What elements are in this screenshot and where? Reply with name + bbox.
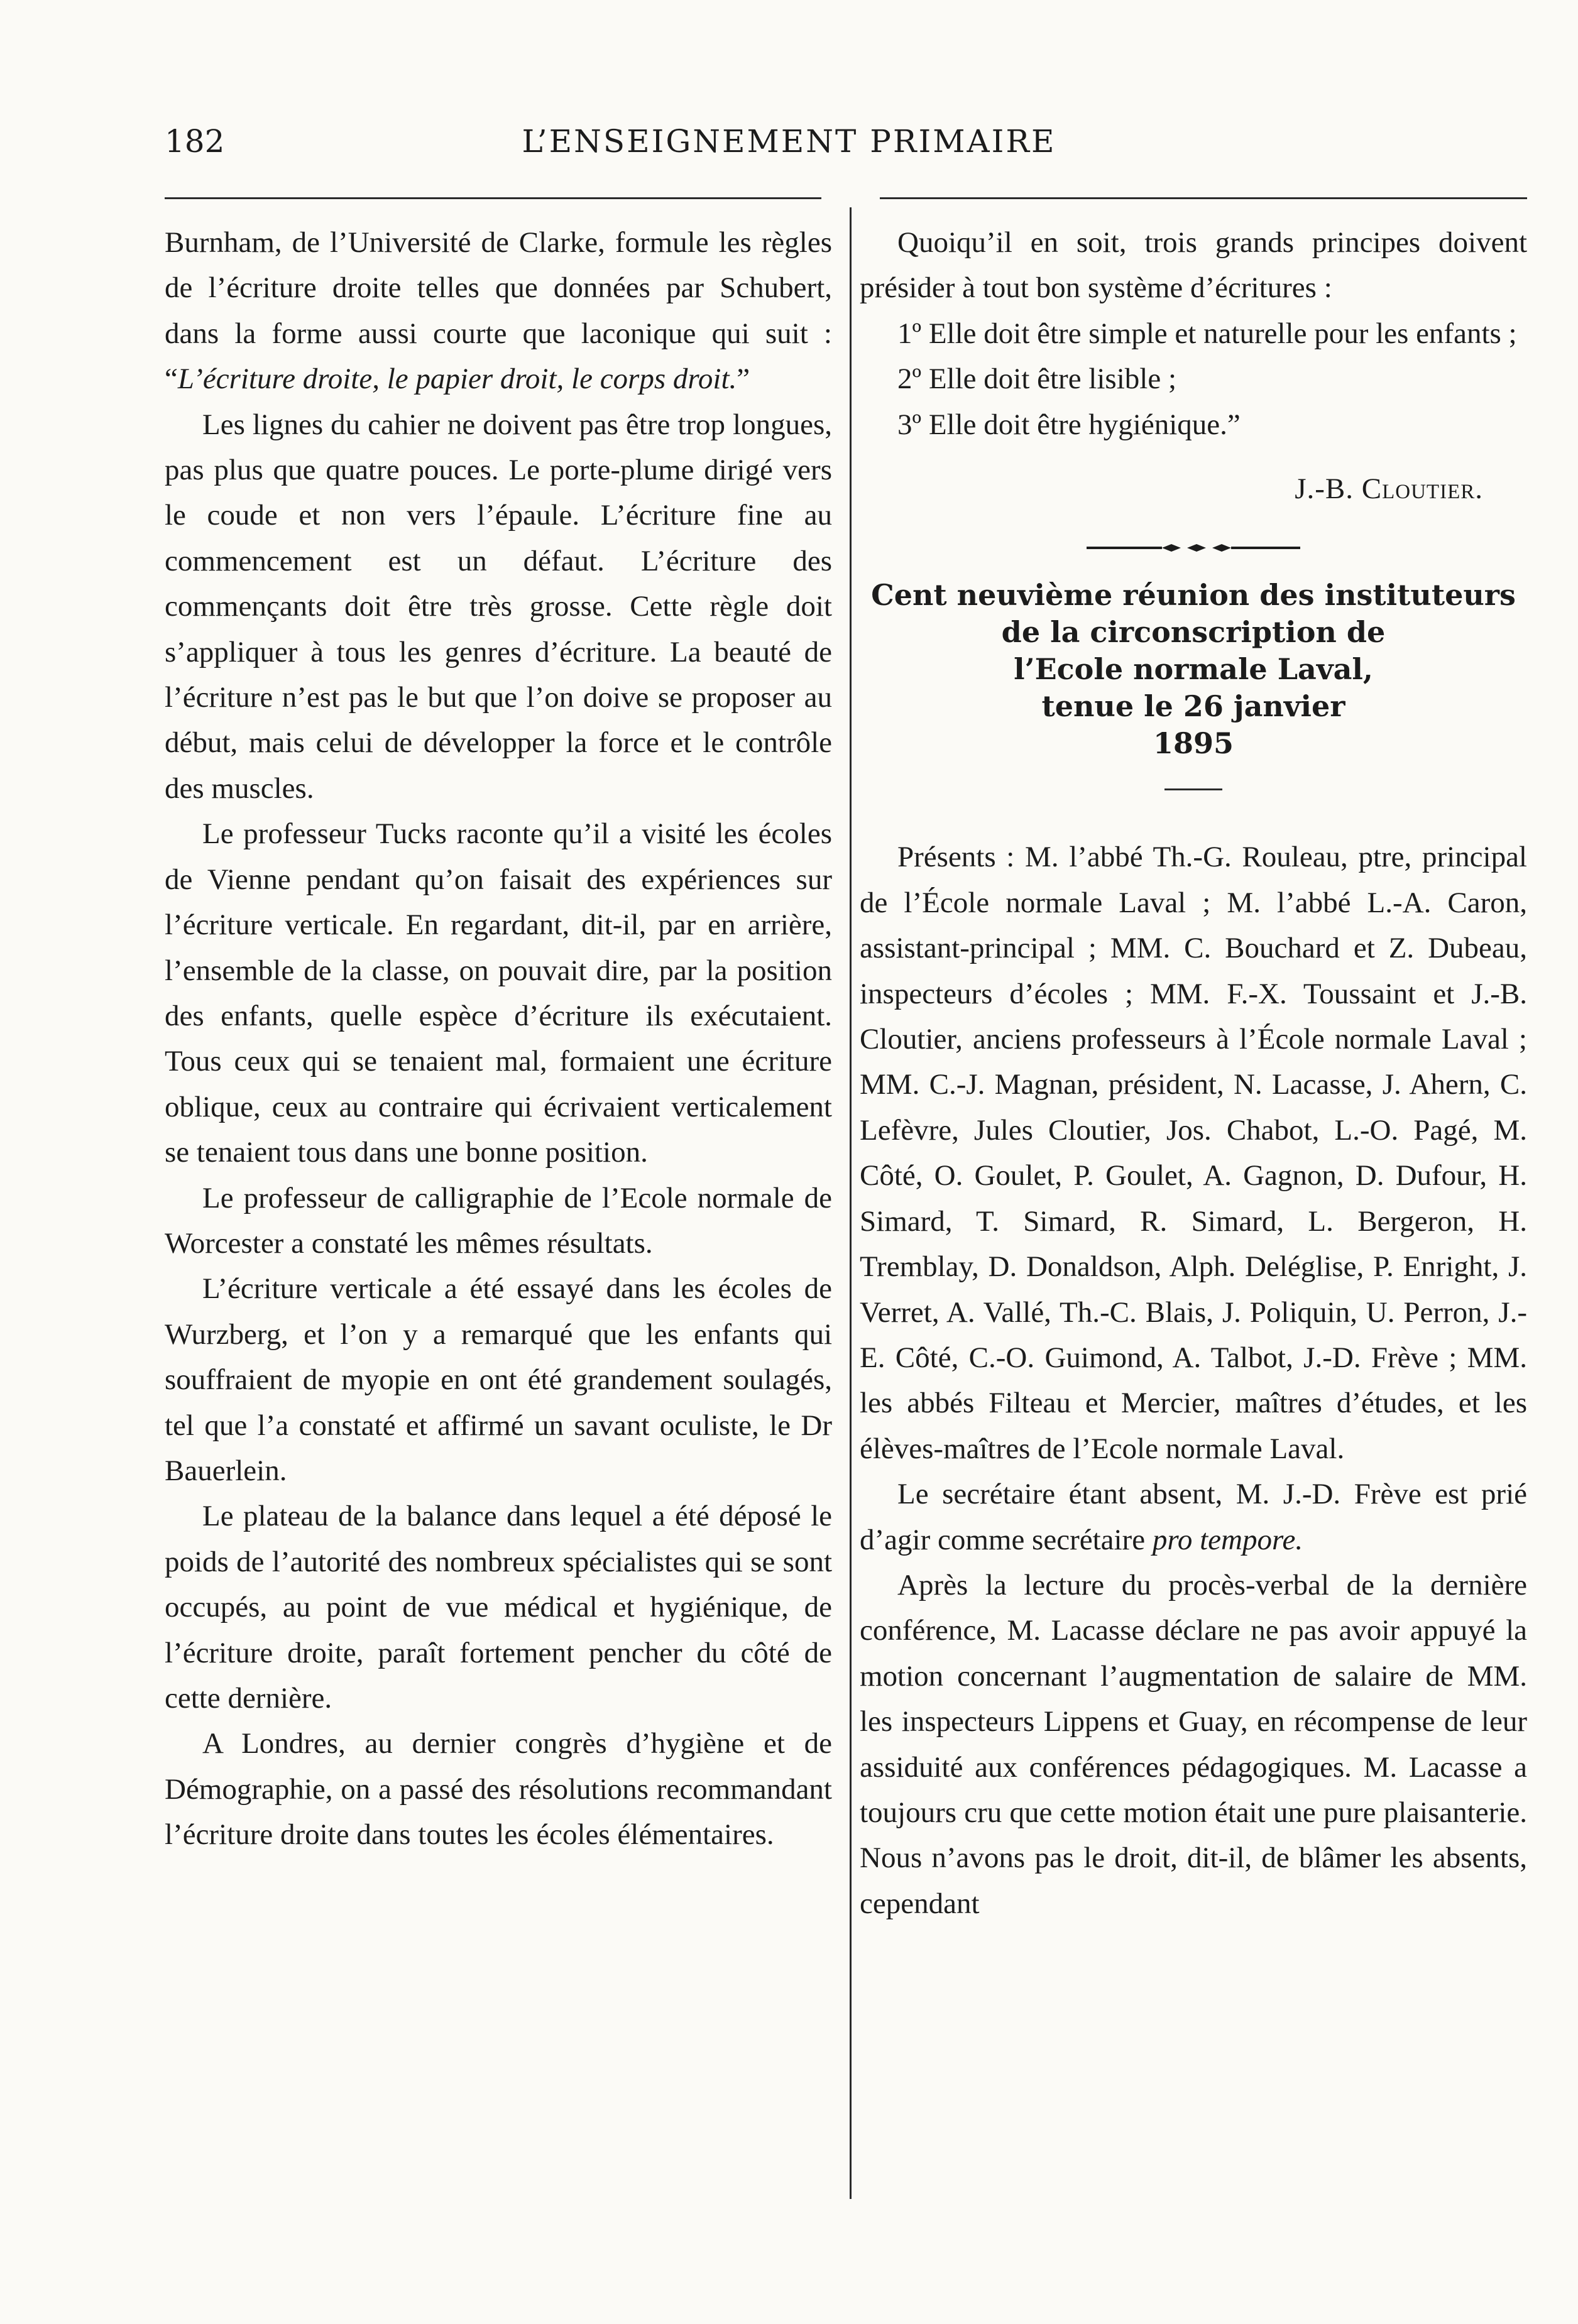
- closing-quote: ”: [737, 363, 750, 396]
- section-title: [860, 577, 1527, 762]
- signature: [860, 466, 1527, 511]
- paragraph-text: Burnham, de l’Université de Clarke, formule les règles de l’écriture droite telles que données par Schubert, dans la forme aussi courte que laconique qui suit : “: [165, 226, 832, 396]
- list-item: 2º Elle doit être lisible ;: [897, 363, 1176, 396]
- running-title: L’ENSEIGNEMENT PRIMAIRE: [522, 123, 1056, 160]
- paragraph: Après la lecture du procès-verbal de la dernière conférence, M. Lacasse déclare ne pas avoir appuyé la motion concernant l’augmentation de salaire de MM. les inspecteurs Lippens et Guay, en récompense de leur assiduité aux conférences pédagogiques. M. Lacasse a toujours cru que cette motion était une pure plaisanterie. Nous n’avons pas le droit, dit-il, de blâmer les absents, cependant: [860, 1568, 1527, 1920]
- paragraph: Présents : M. l’abbé Th.-G. Rouleau, ptre, principal de l’École normale Laval ; M. l’abbé L.-A. Caron, assistant-principal ; MM. C. Bouchard et Z. Dubeau, inspecteurs d’écoles ; MM. F.-X. Toussaint et J.-B. Cloutier, anciens professeurs à l’École normale Laval ; MM. C.-J. Magnan, président, N. Lacasse, J. Ahern, C. Lefèvre, Jules Cloutier, Jos. Chabot, L.-O. Pagé, M. Côté, O. Goulet, P. Goulet, A. Gagnon, D. Dufour, H. Simard, T. Simard, R. Simard, L. Bergeron, H. Tremblay, D. Donaldson, Alph. Deléglise, P. Enright, J. Verret, A. Vallé, Th.-C. Blais, J. Poliquin, U. Perron, J.-E. Côté, C.-O. Guimond, A. Talbot, J.-D. Frève ; MM. les abbés Filteau et Mercier, maîtres d’études, et les élèves-maîtres de l’Ecole normale Laval.: [860, 841, 1527, 1465]
- section-title-line: tenue le 26 janvier: [1041, 689, 1345, 724]
- ornament-divider: [1087, 543, 1300, 553]
- header-rule-left: [165, 197, 821, 199]
- column-separator: [850, 207, 852, 2199]
- right-column: [860, 220, 1527, 1926]
- left-column: [165, 220, 832, 1858]
- italic-text: pro tempore.: [1152, 1523, 1303, 1556]
- paragraph: A Londres, au dernier congrès d’hygiène et de Démographie, on a passé des résolutions recommandant l’écriture droite dans toutes les écoles élémentaires.: [165, 1727, 832, 1852]
- signature-text: J.-B. Cloutier.: [1295, 472, 1483, 506]
- italic-quote: L’écriture droite, le papier droit, le corps droit.: [177, 363, 737, 396]
- section-title-line: 1895: [1153, 726, 1234, 761]
- short-rule: [1164, 788, 1222, 790]
- page-number: 182: [165, 123, 225, 160]
- header-rule-right: [880, 197, 1527, 199]
- section-title-line: l’Ecole normale Laval,: [1014, 652, 1373, 687]
- section-title-line: Cent neuvième réunion des instituteurs de la circonscription de: [871, 578, 1516, 650]
- paragraph: [165, 220, 832, 402]
- paragraph: Le professeur de calligraphie de l’Ecole normale de Worcester a constaté les mêmes résultats.: [165, 1181, 832, 1260]
- paragraph: Le plateau de la balance dans lequel a été déposé le poids de l’autorité des nombreux spécialistes qui se sont occupés, au point de vue médical et hygiénique, de l’écriture droite, paraît fortement pencher du côté de cette dernière.: [165, 1500, 832, 1715]
- paragraph-text: Le secrétaire étant absent, M. J.-D. Frève est prié d’agir comme secrétaire: [860, 1478, 1527, 1556]
- paragraph: [860, 1471, 1527, 1563]
- list-item: 3º Elle doit être hygiénique.”: [897, 408, 1241, 441]
- paragraph: Quoiqu’il en soit, trois grands principes doivent présider à tout bon système d’écritures :: [860, 226, 1527, 305]
- paragraph: L’écriture verticale a été essayé dans les écoles de Wurzberg, et l’on y a remarqué que les enfants qui souffraient de myopie en ont été grandement soulagés, tel que l’a constaté et affirmé un savant oculiste, le Dr Bauerlein.: [165, 1272, 832, 1487]
- paragraph: Les lignes du cahier ne doivent pas être trop longues, pas plus que quatre pouces. Le porte-plume dirigé vers le coude et non vers l’épaule. L’écriture fine au commencement est un défaut. L’écriture des commençants doit être très grosse. Cette règle doit s’appliquer à tous les genres d’écriture. La beauté de l’écriture n’est pas le but que l’on doive se proposer au début, mais celui de développer la force et le contrôle des muscles.: [165, 408, 832, 805]
- paragraph: Le professeur Tucks raconte qu’il a visité les écoles de Vienne pendant qu’on faisait des expériences sur l’écriture verticale. En regardant, dit-il, par en arrière, l’ensemble de la classe, on pouvait dire, par la position des enfants, quelle espèce d’écriture ils exécutaient. Tous ceux qui se tenaient mal, formaient une écriture oblique, ceux au contraire qui écrivaient verticalement se tenaient tous dans une bonne position.: [165, 817, 832, 1169]
- list-item: 1º Elle doit être simple et naturelle pour les enfants ;: [897, 317, 1517, 350]
